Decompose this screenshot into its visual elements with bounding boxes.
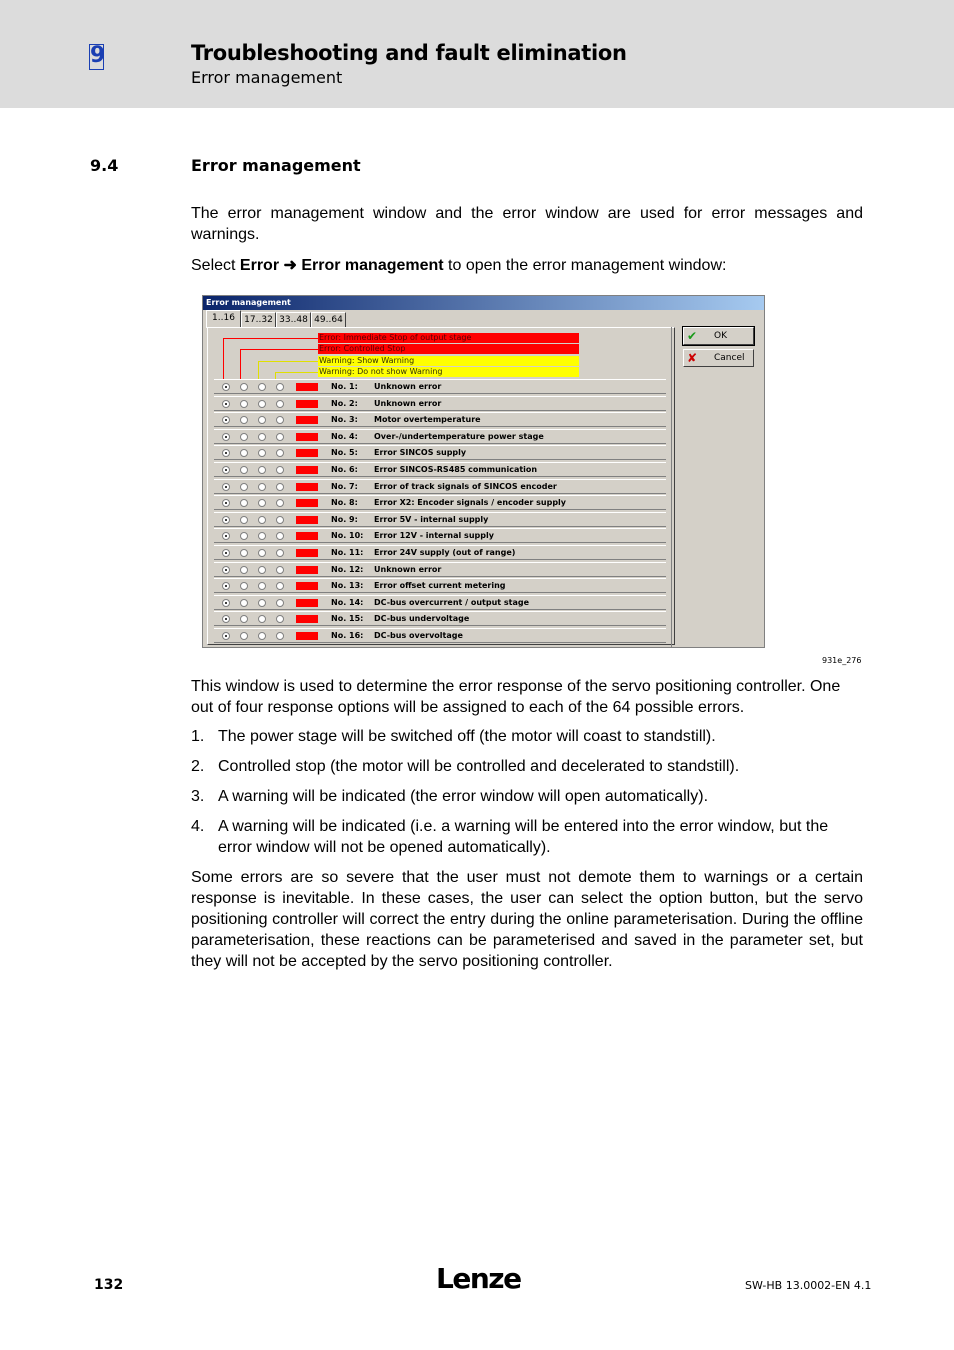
list-text: A warning will be indicated (the error window will open automatically). <box>218 788 709 805</box>
connector-line <box>240 349 318 350</box>
document-id: SW-HB 13.0002-EN 4.1 <box>745 1279 872 1292</box>
menu-error: Error <box>239 257 280 274</box>
response-radio[interactable] <box>222 433 230 441</box>
response-color-swatch <box>296 549 318 557</box>
tab-17-32[interactable]: 17..32 <box>241 312 276 327</box>
error-description: Unknown error <box>374 564 442 574</box>
cancel-button[interactable] <box>683 349 754 367</box>
connector-line <box>258 361 259 380</box>
arrow-icon: ➜ <box>279 257 302 274</box>
error-number: No. 12: <box>331 564 364 574</box>
error-row <box>214 578 666 593</box>
error-description: Error 24V supply (out of range) <box>374 548 516 557</box>
dialog-title: Error management <box>203 296 764 310</box>
error-row <box>214 512 666 527</box>
error-number: No. 11: <box>331 548 364 557</box>
response-radio[interactable] <box>240 483 248 491</box>
instruction-pre: Select <box>191 257 240 274</box>
error-row <box>214 562 666 577</box>
body-paragraph: This window is used to determine the error response of the servo positioning controller. One out of four response options will be assigned to each of the 64 possible errors. <box>191 678 841 716</box>
error-description: Error SINCOS supply <box>374 448 467 458</box>
error-description: Error 12V - internal supply <box>374 531 494 541</box>
response-color-swatch <box>296 483 318 491</box>
response-radio[interactable] <box>258 532 266 540</box>
error-row <box>214 462 666 477</box>
response-radio[interactable] <box>258 599 266 607</box>
response-radio[interactable] <box>222 449 230 457</box>
response-radio[interactable] <box>222 499 230 507</box>
error-number: No. 6: <box>331 465 358 474</box>
error-number: No. 13: <box>331 581 364 591</box>
tab-49-64[interactable]: 49..64 <box>311 312 346 327</box>
response-color-swatch <box>296 499 318 507</box>
error-description: Unknown error <box>374 398 442 408</box>
response-radio[interactable] <box>276 566 284 574</box>
intro-instruction <box>191 255 863 276</box>
response-radio[interactable] <box>222 400 230 408</box>
response-radio[interactable] <box>240 516 248 524</box>
response-radio[interactable] <box>276 499 284 507</box>
error-management-dialog <box>202 295 765 648</box>
error-number: No. 3: <box>331 415 358 425</box>
response-radio[interactable] <box>240 499 248 507</box>
response-radio[interactable] <box>258 615 266 623</box>
response-color-swatch <box>296 433 318 441</box>
figure-id: 931e_276 <box>822 656 862 665</box>
response-radio[interactable] <box>222 599 230 607</box>
response-color-swatch <box>296 466 318 474</box>
legend-show-warning: Warning: Show Warning <box>318 356 579 366</box>
response-color-swatch <box>296 516 318 524</box>
response-color-swatch <box>296 615 318 623</box>
response-radio[interactable] <box>276 582 284 590</box>
response-radio[interactable] <box>276 516 284 524</box>
response-radio[interactable] <box>276 632 284 640</box>
response-radio[interactable] <box>222 416 230 424</box>
tab-1-16[interactable]: 1..16 <box>206 310 241 328</box>
cancel-label: Cancel <box>714 353 745 363</box>
response-radio[interactable] <box>240 532 248 540</box>
response-color-swatch <box>296 566 318 574</box>
response-radio[interactable] <box>222 549 230 557</box>
response-color-swatch <box>296 416 318 424</box>
ok-label: OK <box>714 331 727 341</box>
ok-button[interactable] <box>683 327 754 345</box>
response-radio[interactable] <box>240 599 248 607</box>
error-description: Motor overtemperature <box>374 415 481 425</box>
error-row <box>214 611 666 626</box>
error-description: DC-bus overvoltage <box>374 631 463 640</box>
response-radio[interactable] <box>222 532 230 540</box>
error-row <box>214 495 666 510</box>
error-number: No. 15: <box>331 614 364 624</box>
legend-no-warning: Warning: Do not show Warning <box>318 367 579 377</box>
response-radio[interactable] <box>258 499 266 507</box>
error-description: Error 5V - internal supply <box>374 514 489 524</box>
response-color-swatch <box>296 582 318 590</box>
response-radio[interactable] <box>258 566 266 574</box>
chapter-subtitle: Error management <box>191 68 343 87</box>
connector-line <box>223 338 224 380</box>
response-radio[interactable] <box>258 632 266 640</box>
error-description: Error X2: Encoder signals / encoder supply <box>374 498 567 508</box>
page-number: 132 <box>94 1277 124 1293</box>
response-radio[interactable] <box>222 615 230 623</box>
response-radio[interactable] <box>258 433 266 441</box>
response-radio[interactable] <box>258 549 266 557</box>
error-number: No. 7: <box>331 481 358 491</box>
response-radio[interactable] <box>258 582 266 590</box>
section-number: 9.4 <box>90 156 119 175</box>
response-radio[interactable] <box>276 466 284 474</box>
tab-33-48[interactable]: 33..48 <box>276 312 311 327</box>
response-radio[interactable] <box>276 549 284 557</box>
list-text: Controlled stop (the motor will be controlled and decelerated to standstill). <box>218 758 740 775</box>
connector-line <box>223 338 318 339</box>
error-number: No. 5: <box>331 448 358 458</box>
response-color-swatch <box>296 532 318 540</box>
response-radio[interactable] <box>258 483 266 491</box>
error-number: No. 14: <box>331 597 364 607</box>
error-row <box>214 379 666 394</box>
response-radio[interactable] <box>240 582 248 590</box>
response-radio[interactable] <box>240 615 248 623</box>
response-radio[interactable] <box>222 566 230 574</box>
error-description: Unknown error <box>374 382 442 391</box>
response-radio[interactable] <box>240 632 248 640</box>
response-color-swatch <box>296 449 318 457</box>
response-radio[interactable] <box>276 532 284 540</box>
response-color-swatch <box>296 599 318 607</box>
response-radio[interactable] <box>240 566 248 574</box>
response-radio[interactable] <box>276 383 284 391</box>
response-color-swatch <box>296 400 318 408</box>
response-radio[interactable] <box>276 483 284 491</box>
list-number: 3. <box>191 788 205 805</box>
error-description: Error offset current metering <box>374 581 506 591</box>
error-row <box>214 595 666 610</box>
response-color-swatch <box>296 632 318 640</box>
response-radio[interactable] <box>240 416 248 424</box>
error-row <box>214 545 666 560</box>
chapter-number: 9 <box>90 43 106 68</box>
response-radio[interactable] <box>240 400 248 408</box>
response-radio[interactable] <box>276 599 284 607</box>
response-radio[interactable] <box>258 400 266 408</box>
response-radio[interactable] <box>240 549 248 557</box>
lenze-logo: Lenze <box>436 1262 521 1295</box>
response-radio[interactable] <box>222 383 230 391</box>
error-number: No. 9: <box>331 514 358 524</box>
error-row <box>214 528 666 543</box>
list-number: 2. <box>191 758 205 775</box>
response-radio[interactable] <box>258 383 266 391</box>
connector-line <box>240 349 241 380</box>
response-radio[interactable] <box>258 466 266 474</box>
error-number: No. 2: <box>331 398 358 408</box>
error-description: Over-/undertemperature power stage <box>374 431 544 441</box>
response-radio[interactable] <box>240 383 248 391</box>
body-paragraph-severe: Some errors are so severe that the user must not demote them to warnings or a certain response is inevitable. In these cases, the user can select the option button, but the servo positioning controller will correct the entry during the online parameterisation. During the offline parameterisation, these reactions can be parameterised and saved in the parameter set, but they will not be accepted by the servo positioning controller. <box>191 869 863 970</box>
error-number: No. 4: <box>331 431 358 441</box>
legend-immediate-stop: Error: Immediate Stop of output stage <box>318 333 579 343</box>
response-radio[interactable] <box>276 416 284 424</box>
response-radio[interactable] <box>222 582 230 590</box>
intro-paragraph: The error management window and the error window are used for error messages and warnings. <box>191 205 863 243</box>
error-row <box>214 412 666 427</box>
response-radio[interactable] <box>240 449 248 457</box>
chapter-title: Troubleshooting and fault elimination <box>191 41 627 65</box>
list-number: 4. <box>191 818 205 835</box>
legend-controlled-stop: Error: Controlled Stop <box>318 344 579 354</box>
error-description: DC-bus overcurrent / output stage <box>374 597 530 607</box>
response-radio[interactable] <box>258 516 266 524</box>
error-number: No. 8: <box>331 498 358 508</box>
list-text: The power stage will be switched off (the motor will coast to standstill). <box>218 728 716 745</box>
error-number: No. 1: <box>331 382 358 391</box>
connector-line <box>275 372 318 373</box>
response-radio[interactable] <box>222 516 230 524</box>
connector-line <box>258 361 318 362</box>
response-radio[interactable] <box>276 449 284 457</box>
cross-icon: ✘ <box>687 351 698 365</box>
error-description: Error SINCOS-RS485 communication <box>374 465 538 474</box>
check-icon: ✔ <box>687 329 698 343</box>
response-radio[interactable] <box>258 416 266 424</box>
error-number: No. 16: <box>331 631 364 640</box>
response-radio[interactable] <box>276 400 284 408</box>
error-row <box>214 396 666 411</box>
response-radio[interactable] <box>240 466 248 474</box>
section-title: Error management <box>191 156 361 175</box>
error-number: No. 10: <box>331 531 364 541</box>
list-text: A warning will be indicated (i.e. a warning will be entered into the error window, but the error window will not be opened automatically). <box>218 818 829 856</box>
response-radio[interactable] <box>222 483 230 491</box>
error-row <box>214 445 666 460</box>
error-row <box>214 479 666 494</box>
error-row <box>214 429 666 444</box>
response-radio[interactable] <box>222 466 230 474</box>
response-radio[interactable] <box>276 433 284 441</box>
error-description: Error of track signals of SINCOS encoder <box>374 481 557 491</box>
menu-error-management: Error management <box>301 257 444 274</box>
response-radio[interactable] <box>276 615 284 623</box>
response-radio[interactable] <box>222 632 230 640</box>
response-color-swatch <box>296 383 318 391</box>
list-number: 1. <box>191 728 205 745</box>
error-row <box>214 628 666 643</box>
error-description: DC-bus undervoltage <box>374 614 470 624</box>
panel-scrollbar[interactable] <box>671 327 675 647</box>
response-radio[interactable] <box>258 449 266 457</box>
response-radio[interactable] <box>240 433 248 441</box>
instruction-post: to open the error management window: <box>443 257 727 274</box>
